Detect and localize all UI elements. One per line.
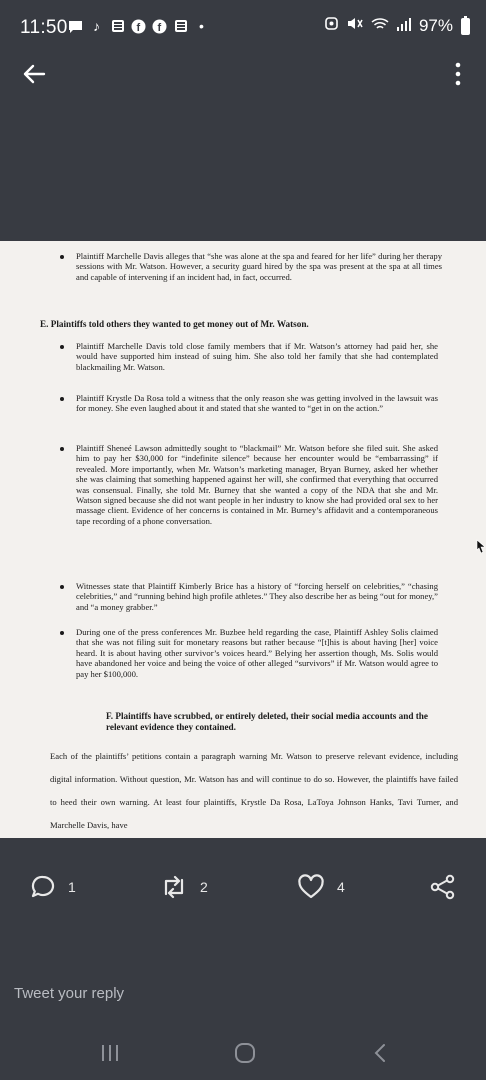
share-button[interactable] <box>430 874 456 900</box>
facebook-icon-2 <box>152 19 167 34</box>
status-time: 11:50 <box>20 17 68 38</box>
heart-icon <box>297 874 325 900</box>
mute-icon <box>347 16 363 36</box>
top-bar <box>0 56 486 90</box>
bullet-solis: During one of the press conferences Mr. Buzbee held regarding the case, Plaintiff Ashley Solis claimed that she was not filing suit for monetary reasons but rather because “[t]his is about having [her] voice heard. It is about having other survivor’s voices heard.” Belying her assertion though, Ms. Solis would have abandoned her voice and being the voice of other alleged “survivors” if Mr. Watson would agree to pay her $100,000. <box>58 627 438 679</box>
share-icon <box>430 874 456 900</box>
bullet-davis-family: Plaintiff Marchelle Davis told close family members that if Mr. Watson’s attorney had paid her, she would have supported him instead of suing him. She also told her family that she had contemplated blackmailing Mr. Watson. <box>58 341 438 372</box>
notification-icons <box>68 19 209 34</box>
facebook-icon <box>131 19 146 34</box>
tweet-actions <box>0 870 486 904</box>
reply-count: 1 <box>68 879 76 895</box>
signal-icon <box>397 16 411 36</box>
battery-text: 97% <box>418 16 453 35</box>
news-icon <box>110 19 125 34</box>
svg-text:f: f <box>157 22 162 34</box>
retweet-count: 2 <box>200 879 208 895</box>
more-options-icon[interactable] <box>454 60 462 88</box>
section-heading-e: E. Plaintiffs told others they wanted to get money out of Mr. Watson. <box>40 319 309 329</box>
status-right <box>324 16 470 36</box>
home-icon[interactable] <box>234 1043 256 1068</box>
reply-icon <box>30 874 56 900</box>
bullet-list-e5 <box>58 627 438 679</box>
section-heading-f: F. Plaintiffs have scrubbed, or entirely deleted, their social media accounts and the relevant evidence they contained. <box>106 711 428 732</box>
back-arrow-icon[interactable] <box>20 60 48 88</box>
alarm-icon <box>324 16 339 36</box>
bullet-list-top <box>58 251 442 282</box>
like-count: 4 <box>337 879 345 895</box>
bullet-list-e3 <box>58 443 438 526</box>
recent-apps-icon[interactable] <box>100 1044 120 1067</box>
document-image[interactable] <box>0 241 486 838</box>
bullet-davis-spa: Plaintiff Marchelle Davis alleges that “she was alone at the spa and feared for her life” during her therapy sessions with Mr. Watson. However, a security guard hired by the spa was present at the spa at all times and capable of intervening if an incident had, in fact, occurred. <box>58 251 442 282</box>
bullet-list-e4 <box>58 581 438 612</box>
system-nav-bar <box>0 1035 486 1071</box>
like-button[interactable] <box>297 874 345 900</box>
bullet-list-e1 <box>58 341 438 372</box>
retweet-icon <box>160 874 188 900</box>
message-icon <box>68 19 83 34</box>
tiktok-icon: ♪ <box>93 18 100 34</box>
nav-back-icon[interactable] <box>372 1043 388 1068</box>
reply-button[interactable] <box>30 874 76 900</box>
cursor-arrow-icon <box>476 539 486 558</box>
wifi-icon <box>371 16 389 36</box>
bullet-darosa: Plaintiff Krystle Da Rosa told a witness that the only reason she was getting involved in the lawsuit was for money. She even laughed about it and stated that she wanted to “get in on the action.” <box>58 393 438 414</box>
reply-input[interactable]: Tweet your reply <box>14 985 125 1002</box>
dot-icon: • <box>199 18 204 34</box>
news-icon-2 <box>173 19 188 34</box>
status-bar <box>0 0 486 56</box>
retweet-button[interactable] <box>160 874 208 900</box>
bullet-lawson: Plaintiff Sheneé Lawson admittedly sought to “blackmail” Mr. Watson before she filed suit. She asked him to pay her $30,000 for “indefinite silence” because her encounter would be “embarrassing” if revealed. More importantly, when Mr. Watson’s marketing manager, Bryan Burney, asked her whether she was claiming that something happened against her will, she confirmed that everything that occurred was consensual. Finally, she told Mr. Burney that she wanted a copy of the NDA that she and Mr. Watson signed because she did not want people in her industry to know she had provided oral sex to her massage client. Evidence of her concerns is contained in Mr. Burney’s affidavit and a contemporaneous tape recording of a phone conversation. <box>58 443 438 526</box>
bullet-brice: Witnesses state that Plaintiff Kimberly Brice has a history of “forcing herself on celebrities,” “chasing celebrities,” and “running behind high profile athletes.” They also describe her as being “out for money,” and “a money grabber.” <box>58 581 438 612</box>
document-paragraph: Each of the plaintiffs’ petitions contain a paragraph warning Mr. Watson to preserve relevant evidence, including digital information. Without question, Mr. Watson has and will continue to do so. However, the plaintiffs have failed to heed their own warning. At least four plaintiffs, Krystle Da Rosa, LaToya Johnson Hanks, Tavi Turner, and Marchelle Davis, have <box>50 751 458 830</box>
svg-text:f: f <box>136 22 141 34</box>
bullet-list-e2 <box>58 393 438 414</box>
battery-icon <box>461 18 470 35</box>
